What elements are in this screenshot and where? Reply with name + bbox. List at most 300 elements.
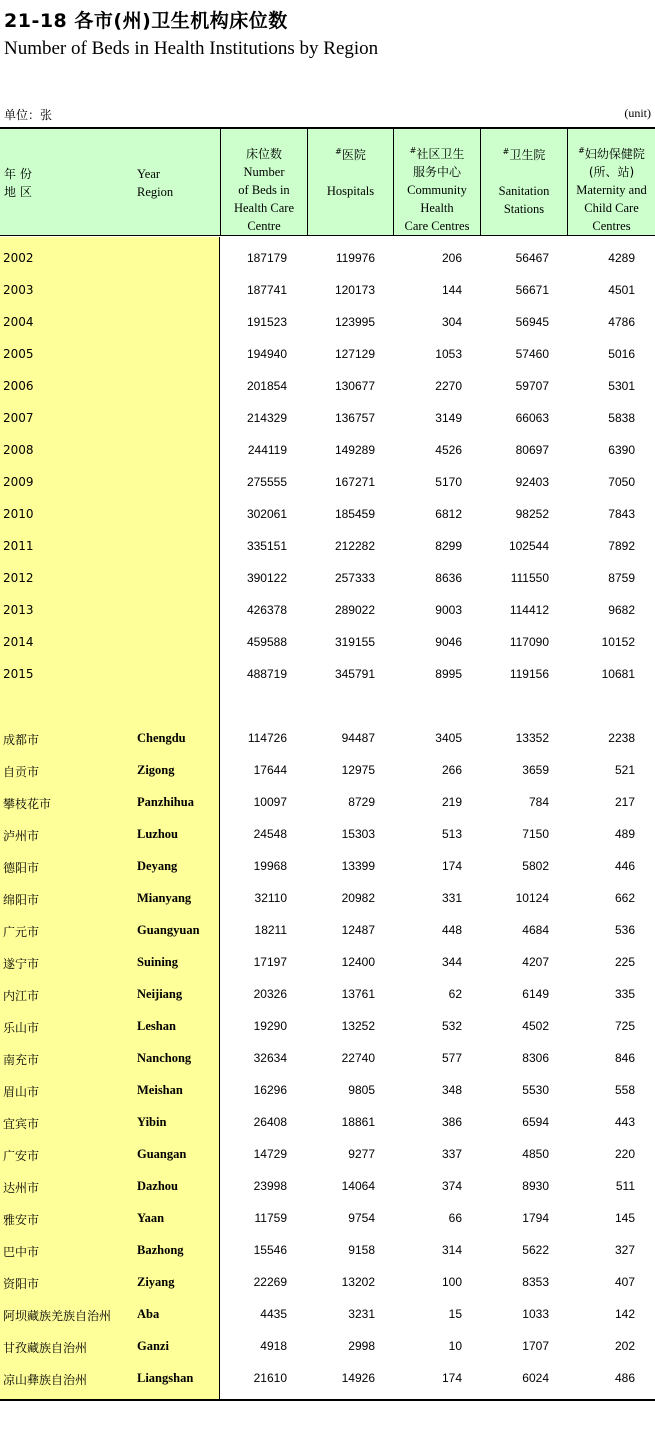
cell-value: 149289 xyxy=(334,443,375,457)
cell-value: 202 xyxy=(614,1339,635,1353)
header-en-line: Number xyxy=(243,165,285,179)
region-name-en: Luzhou xyxy=(137,827,178,841)
cell-value: 10124 xyxy=(515,891,549,905)
cell-value: 488719 xyxy=(246,667,287,681)
cell-value: 12487 xyxy=(341,923,375,937)
cell-value: 12400 xyxy=(341,955,375,969)
region-name-cn: 阿坝藏族羌族自治州 xyxy=(3,1309,112,1323)
cell-value: 4526 xyxy=(435,443,462,457)
cell-value: 14729 xyxy=(253,1147,287,1161)
year-label: 2007 xyxy=(3,411,34,425)
cell-value: 9046 xyxy=(435,635,462,649)
cell-value: 6024 xyxy=(522,1371,549,1385)
region-name-cn: 资阳市 xyxy=(3,1277,40,1291)
cell-value: 117090 xyxy=(509,635,549,649)
cell-value: 443 xyxy=(614,1115,635,1129)
cell-value: 4501 xyxy=(608,283,635,297)
header-maternity xyxy=(567,129,655,236)
cell-value: 6149 xyxy=(522,987,549,1001)
cell-value: 521 xyxy=(614,763,635,777)
region-name-en: Dazhou xyxy=(137,1179,178,1193)
cell-value: 345791 xyxy=(334,667,375,681)
cell-value: 219 xyxy=(441,795,462,809)
cell-value: 20982 xyxy=(341,891,375,905)
table-row xyxy=(0,659,655,691)
table-row xyxy=(0,1107,655,1139)
cell-value: 10681 xyxy=(601,667,635,681)
region-name-en: Ganzi xyxy=(137,1339,169,1353)
stub-region-en: Region xyxy=(137,185,174,199)
cell-value: 513 xyxy=(441,827,462,841)
cell-value: 130677 xyxy=(334,379,375,393)
cell-value: 24548 xyxy=(253,827,287,841)
cell-value: 16296 xyxy=(253,1083,287,1097)
cell-value: 3405 xyxy=(435,731,462,745)
cell-value: 15546 xyxy=(253,1243,287,1257)
cell-value: 12975 xyxy=(341,763,375,777)
region-name-en: Yaan xyxy=(137,1211,165,1225)
cell-value: 10097 xyxy=(253,795,287,809)
year-label: 2005 xyxy=(3,347,34,361)
table-row xyxy=(0,563,655,595)
cell-value: 14064 xyxy=(341,1179,375,1193)
cell-value: 5170 xyxy=(435,475,462,489)
cell-value: 266 xyxy=(441,763,462,777)
cell-value: 201854 xyxy=(246,379,287,393)
table-row xyxy=(0,1299,655,1331)
cell-value: 314 xyxy=(441,1243,462,1257)
cell-value: 3659 xyxy=(522,763,549,777)
year-label: 2010 xyxy=(3,507,34,521)
header-cn: 社区卫生 xyxy=(416,147,465,161)
region-name-cn: 南充市 xyxy=(3,1053,40,1067)
table-row xyxy=(0,499,655,531)
table-row xyxy=(0,275,655,307)
header-cn: 卫生院 xyxy=(509,148,546,162)
cell-value: 59707 xyxy=(515,379,549,393)
cell-value: 167271 xyxy=(334,475,375,489)
cell-value: 13352 xyxy=(515,731,549,745)
cell-value: 3231 xyxy=(348,1307,375,1321)
cell-value: 8636 xyxy=(435,571,462,585)
cell-value: 119156 xyxy=(509,667,549,681)
cell-value: 459588 xyxy=(246,635,287,649)
region-name-cn: 内江市 xyxy=(3,989,40,1003)
table-row xyxy=(0,947,655,979)
cell-value: 62 xyxy=(448,987,462,1001)
cell-value: 214329 xyxy=(246,411,287,425)
table-row xyxy=(0,1331,655,1363)
year-label: 2006 xyxy=(3,379,34,393)
page-title-cn: 21-18 各市(州)卫生机构床位数 xyxy=(4,10,288,32)
table-row xyxy=(0,883,655,915)
cell-value: 407 xyxy=(614,1275,635,1289)
cell-value: 344 xyxy=(441,955,462,969)
cell-value: 20326 xyxy=(253,987,287,1001)
cell-value: 8353 xyxy=(522,1275,549,1289)
cell-value: 114726 xyxy=(247,731,287,745)
region-name-cn: 遂宁市 xyxy=(3,957,40,971)
region-name-cn: 雅安市 xyxy=(3,1213,40,1227)
header-en-line: Centre xyxy=(247,219,281,233)
region-name-en: Suining xyxy=(137,955,179,969)
cell-value: 10 xyxy=(448,1339,462,1353)
table-row xyxy=(0,787,655,819)
region-name-en: Zigong xyxy=(137,763,175,777)
cell-value: 9805 xyxy=(348,1083,375,1097)
header-en-line: Centres xyxy=(592,219,631,233)
cell-value: 32110 xyxy=(254,891,287,905)
cell-value: 217 xyxy=(614,795,635,809)
year-label: 2002 xyxy=(3,251,34,265)
cell-value: 174 xyxy=(441,1371,462,1385)
cell-value: 13202 xyxy=(341,1275,375,1289)
header-en-line: Stations xyxy=(503,202,545,216)
note-mark: # xyxy=(335,147,342,156)
cell-value: 8729 xyxy=(348,795,375,809)
cell-value: 187741 xyxy=(246,283,287,297)
unit-label-cn: 单位：张 xyxy=(4,108,53,122)
table-row xyxy=(0,979,655,1011)
table-row xyxy=(0,435,655,467)
header-en-line: Health Care xyxy=(233,201,295,215)
cell-value: 9158 xyxy=(348,1243,375,1257)
table-row xyxy=(0,339,655,371)
cell-value: 4786 xyxy=(608,315,635,329)
cell-value: 6812 xyxy=(435,507,462,521)
table-row xyxy=(0,1043,655,1075)
table-row xyxy=(0,1363,655,1395)
cell-value: 4850 xyxy=(522,1147,549,1161)
header-en-line: Health xyxy=(420,201,454,215)
cell-value: 244119 xyxy=(247,443,287,457)
stub-header-en xyxy=(137,165,173,201)
cell-value: 9682 xyxy=(608,603,635,617)
cell-value: 2270 xyxy=(435,379,462,393)
cell-value: 9754 xyxy=(348,1211,375,1225)
cell-value: 536 xyxy=(614,923,635,937)
table-row xyxy=(0,595,655,627)
cell-value: 57460 xyxy=(515,347,549,361)
year-label: 2011 xyxy=(3,539,34,553)
header-total-beds xyxy=(220,129,307,236)
note-mark: # xyxy=(578,146,585,155)
table-bottom-rule xyxy=(0,1399,655,1401)
cell-value: 123995 xyxy=(334,315,375,329)
cell-value: 6390 xyxy=(608,443,635,457)
cell-value: 335151 xyxy=(246,539,287,553)
stub-region-cn: 地 区 xyxy=(4,185,32,199)
table-row xyxy=(0,1235,655,1267)
region-name-cn: 广元市 xyxy=(3,925,40,939)
cell-value: 257333 xyxy=(334,571,375,585)
cell-value: 486 xyxy=(614,1371,635,1385)
cell-value: 4435 xyxy=(260,1307,287,1321)
cell-value: 558 xyxy=(614,1083,635,1097)
cell-value: 1707 xyxy=(522,1339,549,1353)
year-label: 2003 xyxy=(3,283,34,297)
cell-value: 94487 xyxy=(341,731,375,745)
stub-header-cn xyxy=(4,165,32,201)
cell-value: 1794 xyxy=(522,1211,549,1225)
cell-value: 8306 xyxy=(522,1051,549,1065)
region-name-cn: 凉山彝族自治州 xyxy=(3,1373,88,1387)
cell-value: 19290 xyxy=(253,1019,287,1033)
region-name-cn: 乐山市 xyxy=(3,1021,40,1035)
header-sanitation xyxy=(480,129,567,236)
cell-value: 5301 xyxy=(608,379,635,393)
cell-value: 846 xyxy=(614,1051,635,1065)
table-row xyxy=(0,1011,655,1043)
table-row xyxy=(0,403,655,435)
table-row xyxy=(0,755,655,787)
cell-value: 56945 xyxy=(515,315,549,329)
year-label: 2008 xyxy=(3,443,34,457)
cell-value: 142 xyxy=(614,1307,635,1321)
cell-value: 98252 xyxy=(515,507,549,521)
cell-value: 8995 xyxy=(435,667,462,681)
cell-value: 19968 xyxy=(253,859,287,873)
cell-value: 174 xyxy=(441,859,462,873)
header-en-line: of Beds in xyxy=(238,183,290,197)
table-row xyxy=(0,627,655,659)
cell-value: 206 xyxy=(441,251,462,265)
cell-value: 13252 xyxy=(341,1019,375,1033)
table-row xyxy=(0,851,655,883)
region-name-en: Meishan xyxy=(137,1083,183,1097)
cell-value: 1053 xyxy=(435,347,462,361)
cell-value: 7892 xyxy=(608,539,635,553)
year-label: 2004 xyxy=(3,315,34,329)
cell-value: 2238 xyxy=(608,731,635,745)
cell-value: 32634 xyxy=(253,1051,287,1065)
region-name-en: Leshan xyxy=(137,1019,176,1033)
note-mark: # xyxy=(409,146,417,155)
header-community xyxy=(393,129,480,236)
table-row xyxy=(0,1171,655,1203)
cell-value: 304 xyxy=(441,315,462,329)
cell-value: 212282 xyxy=(334,539,375,553)
region-name-cn: 巴中市 xyxy=(3,1245,40,1259)
region-name-cn: 广安市 xyxy=(3,1149,40,1163)
header-cn: 床位数 xyxy=(245,147,282,161)
year-label: 2014 xyxy=(3,635,34,649)
table-row xyxy=(0,531,655,563)
table-row xyxy=(0,243,655,275)
cell-value: 18211 xyxy=(254,923,287,937)
cell-value: 489 xyxy=(614,827,635,841)
cell-value: 191523 xyxy=(246,315,287,329)
region-name-cn: 自贡市 xyxy=(3,765,40,779)
cell-value: 13399 xyxy=(341,859,375,873)
cell-value: 5016 xyxy=(608,347,635,361)
stub-year-cn: 年 份 xyxy=(4,167,32,181)
cell-value: 331 xyxy=(441,891,462,905)
cell-value: 194940 xyxy=(246,347,287,361)
table-header xyxy=(0,129,655,236)
cell-value: 4684 xyxy=(522,923,549,937)
cell-value: 5838 xyxy=(608,411,635,425)
cell-value: 337 xyxy=(441,1147,462,1161)
stub-year-en: Year xyxy=(137,167,161,181)
cell-value: 7150 xyxy=(522,827,549,841)
cell-value: 319155 xyxy=(334,635,375,649)
region-name-en: Guangan xyxy=(137,1147,187,1161)
cell-value: 13761 xyxy=(341,987,375,1001)
cell-value: 111550 xyxy=(510,571,549,585)
region-name-cn: 成都市 xyxy=(3,733,40,747)
cell-value: 15303 xyxy=(341,827,375,841)
header-en-line: Sanitation xyxy=(498,184,550,198)
table-row xyxy=(0,1075,655,1107)
region-name-en: Liangshan xyxy=(137,1371,194,1385)
table-row xyxy=(0,915,655,947)
cell-value: 136757 xyxy=(334,411,375,425)
cell-value: 1033 xyxy=(522,1307,549,1321)
region-name-en: Chengdu xyxy=(137,731,186,745)
cell-value: 92403 xyxy=(515,475,549,489)
table-row xyxy=(0,1203,655,1235)
cell-value: 114412 xyxy=(509,603,549,617)
cell-value: 7843 xyxy=(608,507,635,521)
header-hospitals xyxy=(307,129,393,236)
cell-value: 22269 xyxy=(253,1275,287,1289)
cell-value: 21610 xyxy=(253,1371,287,1385)
cell-value: 14926 xyxy=(341,1371,375,1385)
table-row xyxy=(0,307,655,339)
cell-value: 9003 xyxy=(435,603,462,617)
cell-value: 4502 xyxy=(522,1019,549,1033)
cell-value: 185459 xyxy=(334,507,375,521)
cell-value: 446 xyxy=(614,859,635,873)
region-name-en: Yibin xyxy=(137,1115,167,1129)
cell-value: 5530 xyxy=(522,1083,549,1097)
cell-value: 66 xyxy=(448,1211,462,1225)
table-row xyxy=(0,371,655,403)
page-title-en: Number of Beds in Health Institutions by Region xyxy=(4,38,379,59)
table-row xyxy=(0,819,655,851)
region-name-en: Aba xyxy=(137,1307,160,1321)
region-name-en: Bazhong xyxy=(137,1243,184,1257)
header-en-line: Maternity and xyxy=(576,183,647,197)
cell-value: 80697 xyxy=(515,443,549,457)
cell-value: 15 xyxy=(448,1307,462,1321)
header-en-line: Child Care xyxy=(584,201,639,215)
cell-value: 448 xyxy=(441,923,462,937)
cell-value: 119976 xyxy=(335,251,375,265)
cell-value: 8299 xyxy=(435,539,462,553)
note-mark: # xyxy=(502,147,510,156)
region-name-en: Ziyang xyxy=(137,1275,175,1289)
unit-label-en: (unit) xyxy=(624,106,651,120)
cell-value: 66063 xyxy=(515,411,549,425)
region-name-cn: 达州市 xyxy=(3,1181,40,1195)
cell-value: 100 xyxy=(441,1275,462,1289)
cell-value: 11759 xyxy=(254,1211,287,1225)
cell-value: 327 xyxy=(614,1243,635,1257)
cell-value: 26408 xyxy=(253,1115,287,1129)
cell-value: 426378 xyxy=(246,603,287,617)
year-label: 2009 xyxy=(3,475,34,489)
header-cn: 妇幼保健院 xyxy=(584,147,645,161)
header-cn-line2: 服务中心 xyxy=(412,165,461,179)
cell-value: 335 xyxy=(614,987,635,1001)
table-row xyxy=(0,467,655,499)
region-name-en: Guangyuan xyxy=(137,923,200,937)
cell-value: 3149 xyxy=(435,411,462,425)
cell-value: 577 xyxy=(441,1051,462,1065)
cell-value: 2998 xyxy=(348,1339,375,1353)
region-name-en: Nanchong xyxy=(137,1051,192,1065)
table-row xyxy=(0,1139,655,1171)
cell-value: 784 xyxy=(528,795,549,809)
cell-value: 289022 xyxy=(334,603,375,617)
region-name-cn: 宜宾市 xyxy=(3,1117,40,1131)
region-name-en: Deyang xyxy=(137,859,178,873)
header-en-line: Hospitals xyxy=(326,184,375,198)
cell-value: 4289 xyxy=(608,251,635,265)
cell-value: 225 xyxy=(614,955,635,969)
cell-value: 5622 xyxy=(522,1243,549,1257)
cell-value: 9277 xyxy=(348,1147,375,1161)
cell-value: 56671 xyxy=(515,283,549,297)
cell-value: 7050 xyxy=(608,475,635,489)
cell-value: 8930 xyxy=(522,1179,549,1193)
cell-value: 56467 xyxy=(515,251,549,265)
cell-value: 662 xyxy=(614,891,635,905)
region-name-en: Mianyang xyxy=(137,891,192,905)
cell-value: 4207 xyxy=(522,955,549,969)
region-name-en: Panzhihua xyxy=(137,795,194,809)
header-en-line: Care Centres xyxy=(404,219,470,233)
cell-value: 23998 xyxy=(253,1179,287,1193)
year-label: 2012 xyxy=(3,571,34,585)
region-name-cn: 德阳市 xyxy=(3,861,40,875)
cell-value: 275555 xyxy=(246,475,287,489)
year-label: 2013 xyxy=(3,603,34,617)
header-en-line: Community xyxy=(407,183,467,197)
cell-value: 145 xyxy=(614,1211,635,1225)
cell-value: 127129 xyxy=(334,347,375,361)
region-name-en: Neijiang xyxy=(137,987,183,1001)
cell-value: 17197 xyxy=(253,955,287,969)
cell-value: 4918 xyxy=(260,1339,287,1353)
cell-value: 102544 xyxy=(508,539,549,553)
year-label: 2015 xyxy=(3,667,34,681)
cell-value: 374 xyxy=(441,1179,462,1193)
region-name-cn: 甘孜藏族自治州 xyxy=(3,1341,88,1355)
cell-value: 390122 xyxy=(246,571,287,585)
cell-value: 8759 xyxy=(608,571,635,585)
table-row xyxy=(0,723,655,755)
cell-value: 187179 xyxy=(246,251,287,265)
cell-value: 18861 xyxy=(341,1115,375,1129)
cell-value: 22740 xyxy=(341,1051,375,1065)
cell-value: 511 xyxy=(615,1179,635,1193)
cell-value: 348 xyxy=(441,1083,462,1097)
cell-value: 10152 xyxy=(601,635,635,649)
region-name-cn: 泸州市 xyxy=(3,829,40,843)
cell-value: 302061 xyxy=(246,507,287,521)
region-name-cn: 攀枝花市 xyxy=(3,797,52,811)
region-name-cn: 眉山市 xyxy=(3,1085,40,1099)
table-row xyxy=(0,1267,655,1299)
cell-value: 17644 xyxy=(253,763,287,777)
cell-value: 532 xyxy=(441,1019,462,1033)
cell-value: 220 xyxy=(614,1147,635,1161)
cell-value: 120173 xyxy=(334,283,375,297)
cell-value: 725 xyxy=(614,1019,635,1033)
